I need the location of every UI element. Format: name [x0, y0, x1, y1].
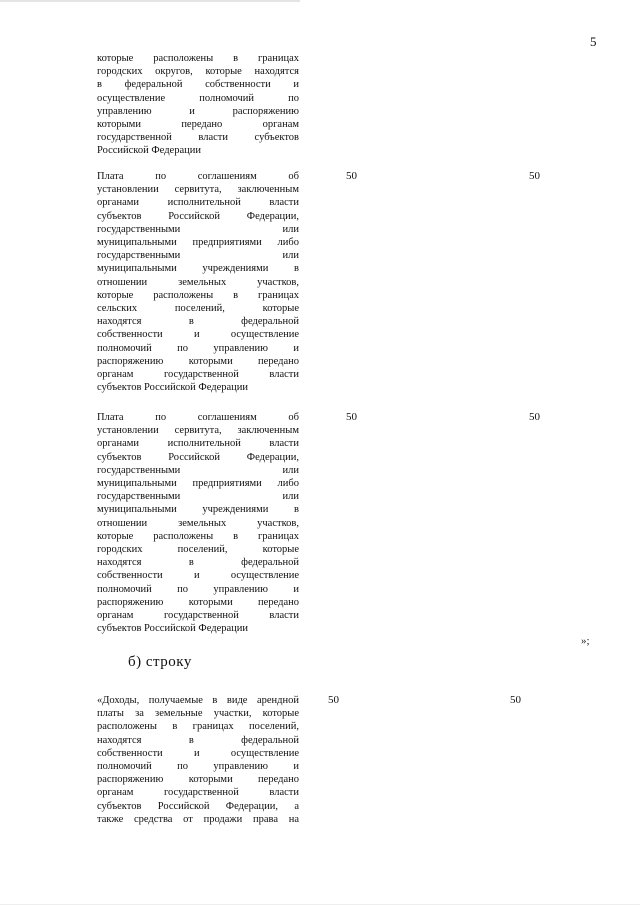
text-line: субъектов Российской Федерации [97, 623, 249, 635]
scan-artifact [0, 0, 300, 2]
text-line: органами исполнительной власти [97, 438, 299, 450]
block2-value-2: 50 [529, 170, 540, 182]
text-line: полномочий по управлению и [97, 583, 299, 595]
text-line: собственности и осуществление [97, 570, 299, 582]
text-line: находятся в федеральной [97, 316, 299, 328]
text-line: платы за земельные участки, которые [97, 708, 299, 720]
text-line: полномочий по управлению и [97, 342, 299, 354]
page-number: 5 [590, 34, 597, 49]
block4-value-2: 50 [510, 694, 521, 706]
text-line: субъектов Российской Федерации, [97, 451, 299, 463]
text-line: муниципальными предприятиями либо [97, 237, 299, 249]
section-heading: б) строку [128, 654, 192, 670]
text-line: установлении сервитута, заключенным [97, 184, 299, 196]
text-line: собственности и осуществление [97, 747, 299, 759]
text-line: которые расположены в границах [97, 530, 299, 542]
text-line: установлении сервитута, заключенным [97, 425, 299, 437]
block3-value-2: 50 [529, 411, 540, 423]
text-line: органам государственной власти [97, 369, 299, 381]
text-line: государственными или [97, 250, 299, 262]
text-block-2 [97, 170, 299, 394]
text-line: органам государственной власти [97, 610, 299, 622]
text-line: муниципальными учреждениями в [97, 263, 299, 275]
text-line: которые расположены в границах [97, 53, 299, 64]
text-line: которые расположены в границах [97, 289, 299, 301]
text-line: которыми передано органам [97, 119, 299, 131]
text-block-3 [97, 411, 299, 635]
text-line: городских округов, которые находятся [97, 66, 299, 78]
text-line: распоряжению которыми передано [97, 596, 299, 608]
text-line: распоряжению которыми передано [97, 774, 299, 786]
block2-value-1: 50 [346, 170, 357, 182]
text-line: Плата по соглашениям об [97, 171, 299, 182]
text-line: распоряжению которыми передано [97, 355, 299, 367]
text-line: Российской Федерации [97, 145, 201, 157]
text-line: государственными или [97, 464, 299, 476]
text-line: государственными или [97, 491, 299, 503]
text-line: муниципальными предприятиями либо [97, 478, 299, 490]
text-line: отношении земельных участков, [97, 276, 299, 288]
text-line: Плата по соглашениям об [97, 412, 299, 423]
text-line: собственности и осуществление [97, 329, 299, 341]
text-line: государственной власти субъектов [97, 132, 299, 144]
text-line: полномочий по управлению и [97, 761, 299, 773]
text-line: органами исполнительной власти [97, 197, 299, 209]
text-line: находятся в федеральной [97, 734, 299, 746]
text-block-1 [97, 52, 299, 158]
text-block-4 [97, 694, 299, 826]
text-line: находятся в федеральной [97, 557, 299, 569]
text-line: расположены в границах поселений, [97, 721, 299, 733]
text-line: государственными или [97, 223, 299, 235]
text-line: осуществление полномочий по [97, 92, 299, 104]
text-line: субъектов Российской Федерации [97, 382, 249, 394]
text-line: органам государственной власти [97, 787, 299, 799]
text-line: отношении земельных участков, [97, 517, 299, 529]
text-line: субъектов Российской Федерации, а [97, 800, 299, 812]
text-line: сельских поселений, которые [97, 303, 299, 315]
text-line: городских поселений, которые [97, 544, 299, 556]
closing-quote: »; [581, 635, 590, 647]
text-line: муниципальными учреждениями в [97, 504, 299, 516]
text-line: управлению и распоряжению [97, 105, 299, 117]
text-line: «Доходы, получаемые в виде арендной [97, 695, 299, 706]
text-line: субъектов Российской Федерации, [97, 210, 299, 222]
block4-value-1: 50 [328, 694, 339, 706]
text-line: в федеральной собственности и [97, 79, 299, 91]
block3-value-1: 50 [346, 411, 357, 423]
text-line: также средства от продажи права на [97, 813, 299, 825]
